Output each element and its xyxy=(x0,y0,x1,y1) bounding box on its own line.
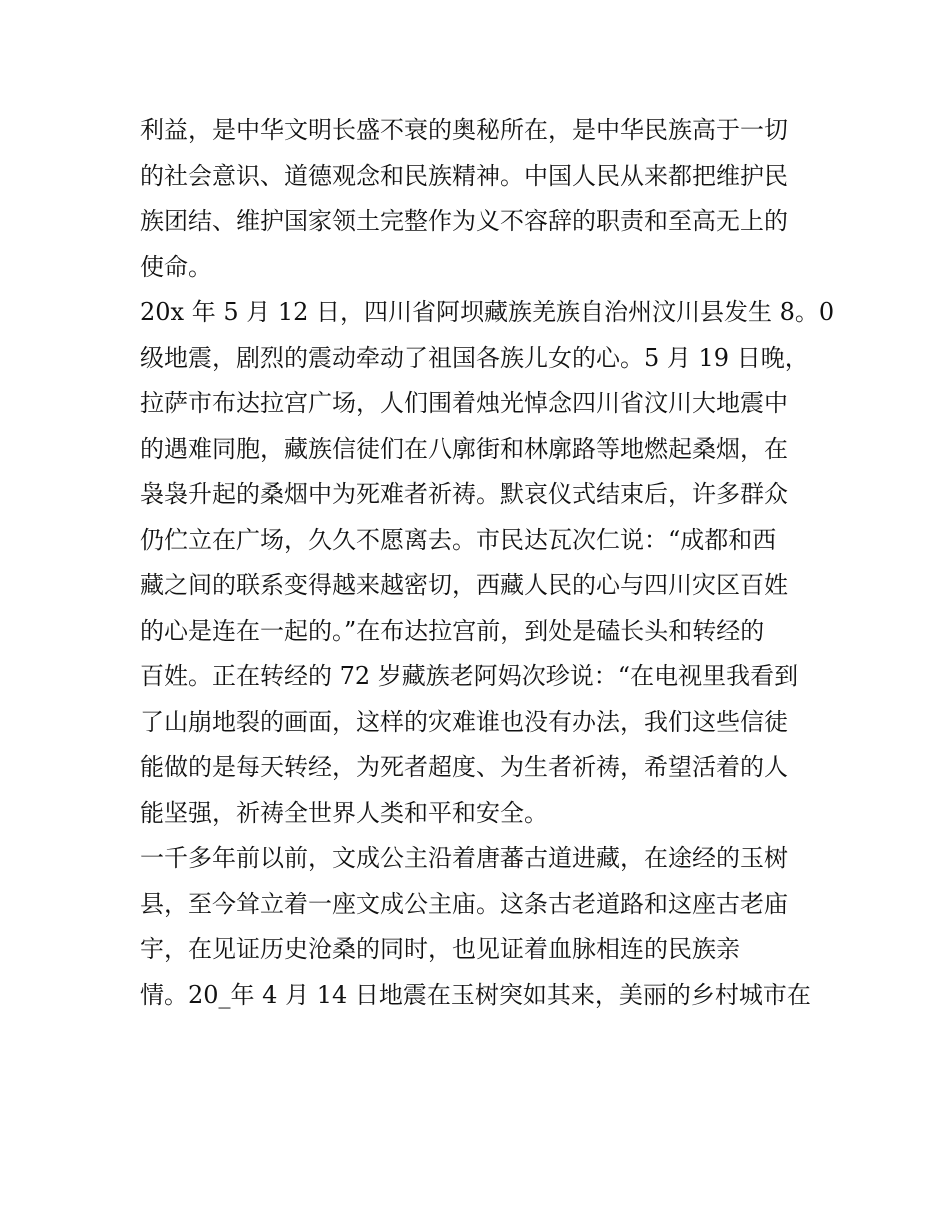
text-line: 百姓。正在转经的 72 岁藏族老阿妈次珍说：“在电视里我看到 xyxy=(140,662,799,690)
text-line: 使命。 xyxy=(140,252,212,281)
text-line: 利益，是中华文明长盛不衰的奥秘所在，是中华民族高于一切 xyxy=(140,116,788,144)
text-line: 级地震，剧烈的震动牵动了祖国各族儿女的心。5 月 19 日晚， xyxy=(140,343,809,372)
text-line: 情。20_年 4 月 14 日地震在玉树突如其来，美丽的乡村城市在 xyxy=(140,980,811,1009)
text-line: 藏之间的联系变得越来越密切，西藏人民的心与四川灾区百姓 xyxy=(140,571,788,599)
text-line: 一千多年前以前，文成公主沿着唐蕃古道进藏，在途经的玉树 xyxy=(140,844,788,872)
text-line: 的遇难同胞，藏族信徒们在八廓街和林廓路等地燃起桑烟，在 xyxy=(140,434,788,463)
text-line: 袅袅升起的桑烟中为死难者祈祷。默哀仪式结束后，许多群众 xyxy=(140,480,788,508)
body-text xyxy=(140,108,835,1018)
text-line: 20x 年 5 月 12 日，四川省阿坝藏族羌族自治州汶川县发生 8。0 xyxy=(140,298,835,326)
text-line: 的心是连在一起的。”在布达拉宫前，到处是磕长头和转经的 xyxy=(140,616,765,645)
text-line: 仍伫立在广场，久久不愿离去。市民达瓦次仁说：“成都和西 xyxy=(140,525,777,554)
text-line: 的社会意识、道德观念和民族精神。中国人民从来都把维护民 xyxy=(140,161,788,190)
text-line: 宇，在见证历史沧桑的同时，也见证着血脉相连的民族亲 xyxy=(140,935,740,963)
text-line: 能做的是每天转经，为死者超度、为生者祈祷，希望活着的人 xyxy=(140,753,788,781)
text-line: 能坚强，祈祷全世界人类和平和安全。 xyxy=(140,798,548,827)
text-line: 族团结、维护国家领土完整作为义不容辞的职责和至高无上的 xyxy=(140,207,788,235)
text-line: 拉萨市布达拉宫广场，人们围着烛光悼念四川省汶川大地震中 xyxy=(140,389,788,417)
text-line: 县，至今耸立着一座文成公主庙。这条古老道路和这座古老庙 xyxy=(140,889,788,918)
text-line: 了山崩地裂的画面，这样的灾难谁也没有办法，我们这些信徒 xyxy=(140,707,788,736)
